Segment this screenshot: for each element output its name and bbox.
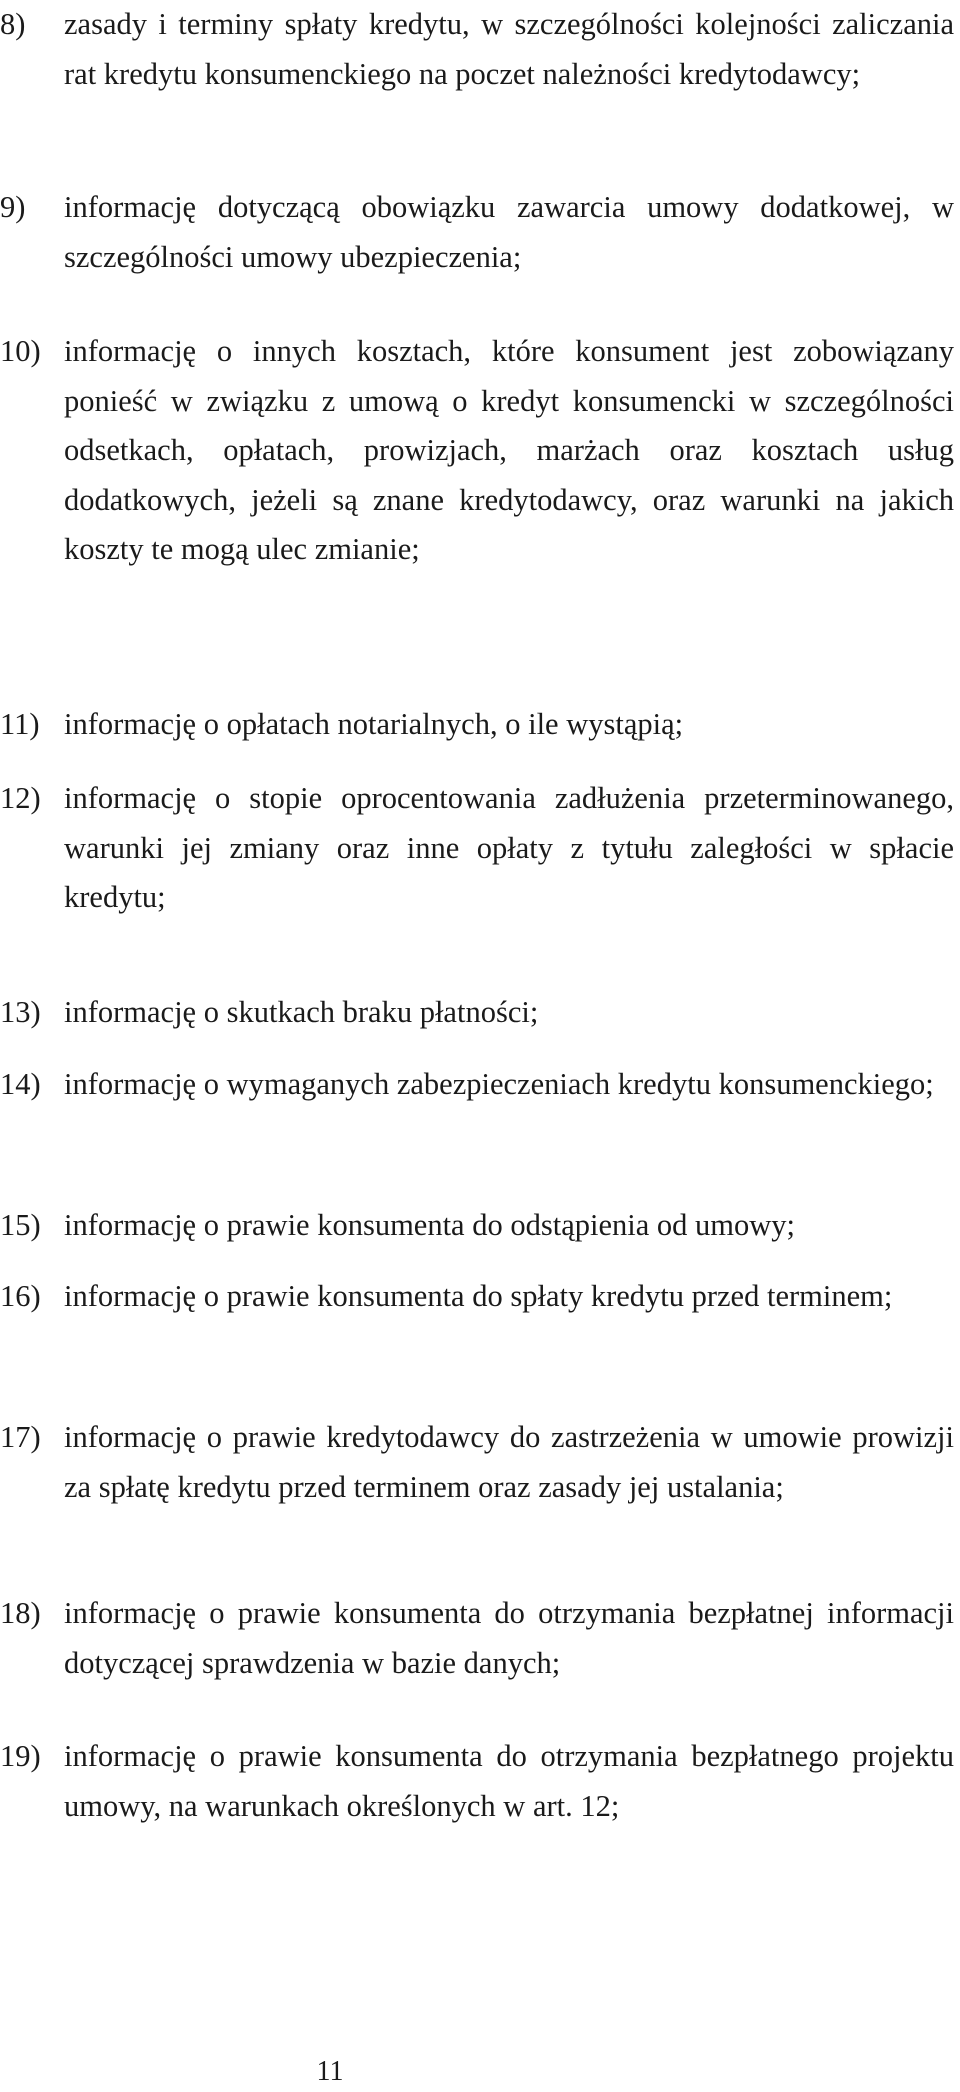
list-item	[0, 700, 954, 750]
list-item-text: informację o prawie konsumenta do odstąpienia od umowy;	[64, 1208, 795, 1242]
list-item-text: zasady i terminy spłaty kredytu, w szczególności kolejności zaliczania rat kredytu konsumenckiego na poczet należności kredytodawcy;	[64, 7, 954, 91]
list-item-text: informację o wymaganych zabezpieczeniach kredytu konsumenckiego;	[64, 1067, 934, 1101]
list-item-text: informację o stopie oprocentowania zadłużenia przeterminowanego, warunki jej zmiany oraz inne opłaty z tytułu zaległości w spłacie kredytu;	[64, 781, 954, 914]
list-item-number: 15)	[0, 1208, 41, 1242]
list-item-text: informację o prawie konsumenta do otrzymania bezpłatnego projektu umowy, na warunkach określonych w art. 12;	[64, 1739, 954, 1823]
list-item-number: 16)	[0, 1279, 41, 1313]
list-item-number: 18)	[0, 1596, 41, 1630]
list-item-text: informację o skutkach braku płatności;	[64, 995, 539, 1029]
page-number: 11	[316, 2056, 344, 2087]
list-item-text: informację o innych kosztach, które konsument jest zobowiązany ponieść w związku z umową o kredyt konsumencki w szczególności odsetkach, opłatach, prowizjach, marżach oraz kosztach usług dodatkowych, jeżeli są znane kredytodawcy, oraz warunki na jakich koszty te mogą ulec zmianie;	[64, 334, 954, 566]
list-item-number: 11)	[0, 707, 40, 741]
list-item	[0, 1732, 954, 1831]
list-item-text: informację o prawie konsumenta do spłaty kredytu przed terminem;	[64, 1279, 893, 1313]
list-item-text: informację dotyczącą obowiązku zawarcia umowy dodatkowej, w szczególności umowy ubezpieczenia;	[64, 190, 954, 274]
list-item	[0, 183, 954, 282]
list-item	[0, 1201, 954, 1251]
list-item	[0, 0, 954, 99]
list-item-number: 9)	[0, 190, 26, 224]
list-item-number: 14)	[0, 1067, 41, 1101]
list-item-text: informację o opłatach notarialnych, o ile wystąpią;	[64, 707, 684, 741]
list-item	[0, 1272, 954, 1322]
list-item-number: 12)	[0, 781, 41, 815]
list-item	[0, 1060, 954, 1110]
list-item-text: informację o prawie konsumenta do otrzymania bezpłatnej informacji dotyczącej sprawdzenia w bazie danych;	[64, 1596, 954, 1680]
list-item	[0, 327, 954, 575]
list-item-text: informację o prawie kredytodawcy do zastrzeżenia w umowie prowizji za spłatę kredytu przed terminem oraz zasady jej ustalania;	[64, 1420, 954, 1504]
list-item-number: 17)	[0, 1420, 41, 1454]
list-item	[0, 1413, 954, 1512]
list-item-number: 13)	[0, 995, 41, 1029]
list-item-number: 10)	[0, 334, 41, 368]
list-item	[0, 1589, 954, 1688]
list-item	[0, 988, 954, 1038]
list-item-number: 19)	[0, 1739, 41, 1773]
list-item-number: 8)	[0, 7, 26, 41]
list-item	[0, 774, 954, 923]
